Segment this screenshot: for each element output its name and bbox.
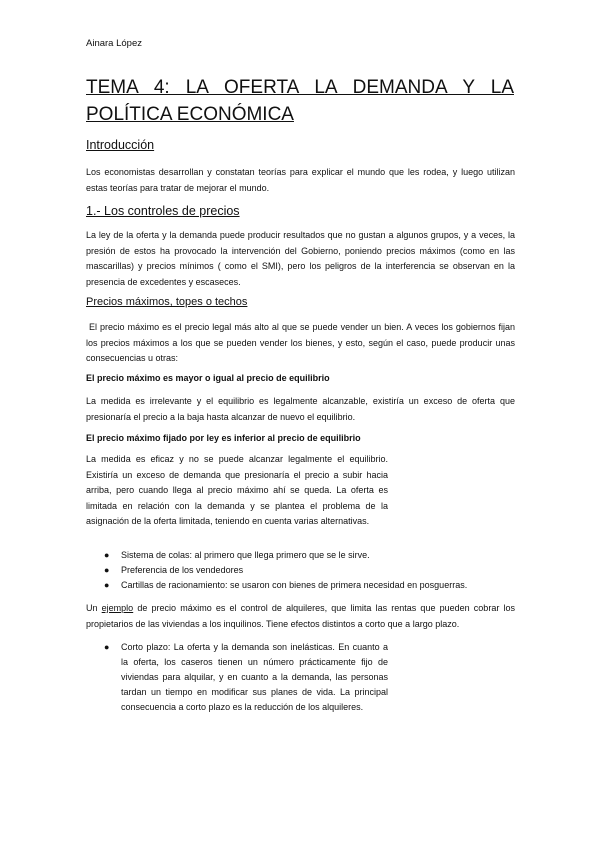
list-item: ● Preferencia de los vendedores [104, 563, 524, 578]
list-item: ● Cartillas de racionamiento: se usaron con bienes de primera necesidad en posguerras. [104, 578, 524, 593]
subsection-heading: Precios máximos, topes o techos [86, 296, 248, 308]
example-link[interactable]: ejemplo [101, 603, 134, 613]
list-item: ● Sistema de colas: al primero que llega primero que se le sirve. [104, 548, 524, 563]
bullet-icon: ● [104, 550, 110, 560]
author-name: Ainara López [86, 38, 142, 49]
list-item: ● Corto plazo: La oferta y la demanda son inelásticas. En cuanto a la oferta, los caseros tienen un número prácticamente fijo de viviendas para alquilar, y en cuanto a la demanda, las personas tardan un tiempo en modificar sus planes de vida. La principal consecuencia a corto plazo es la reducción de los alquileres. [104, 642, 388, 712]
section1-heading: 1.- Los controles de precios [86, 204, 240, 218]
case2-paragraph: La medida es eficaz y no se puede alcanzar legalmente el equilibrio. Existiría un exceso de demanda que presionaría el precio a subir hacia arriba, pero cuando llega al precio máximo ahí se queda. La oferta es limitada en relación con la demanda y se plantea el problema de la asignación de la oferta limitada, teniendo en cuenta varias alternativas. [86, 454, 388, 526]
intro-heading: Introducción [86, 138, 155, 152]
allocation-list [104, 548, 524, 593]
section1-paragraph: La ley de la oferta y la demanda puede producir resultados que no gustan a algunos grupos, y a veces, la presión de estos ha provocado la intervención del Gobierno, poniendo precios máximos (como en las mascarillas) y precios mínimos ( como el SMI), pero los peligros de la interferencia se observan en la presencia de excedentes y escaseces. [86, 230, 515, 287]
bullet-icon: ● [104, 565, 110, 575]
intro-paragraph: Los economistas desarrollan y constatan teorías para explicar el mundo que les rodea, y luego utilizan estas teorías para tratar de mejorar el mundo. [86, 167, 515, 193]
subsection-paragraph: El precio máximo es el precio legal más alto al que se puede vender un bien. A veces los gobiernos fijan los precios máximos a los que se pueden vender los bienes, y esto, según el caso, puede producir unas consecuencias u otras: [86, 322, 515, 363]
bullet-icon: ● [104, 642, 110, 652]
example-paragraph: Un ejemplo de precio máximo es el control de alquileres, que limita las rentas que pueden cobrar los propietarios de las viviendas a los inquilinos. Tiene efectos distintos a corto que a largo plazo. [86, 603, 515, 629]
document-title: TEMA 4: LA OFERTA LA DEMANDA Y LA POLÍTICA ECONÓMICA [86, 77, 514, 125]
case1-heading: El precio máximo es mayor o igual al precio de equilibrio [86, 373, 330, 383]
bullet-icon: ● [104, 580, 110, 590]
case1-paragraph: La medida es irrelevante y el equilibrio es legalmente alcanzable, existiría un exceso de oferta que presionaría el precio a la baja hasta alcanzar de nuevo el equilibrio. [86, 396, 515, 422]
case2-heading: El precio máximo fijado por ley es inferior al precio de equilibrio [86, 433, 361, 443]
effects-list [104, 640, 388, 715]
